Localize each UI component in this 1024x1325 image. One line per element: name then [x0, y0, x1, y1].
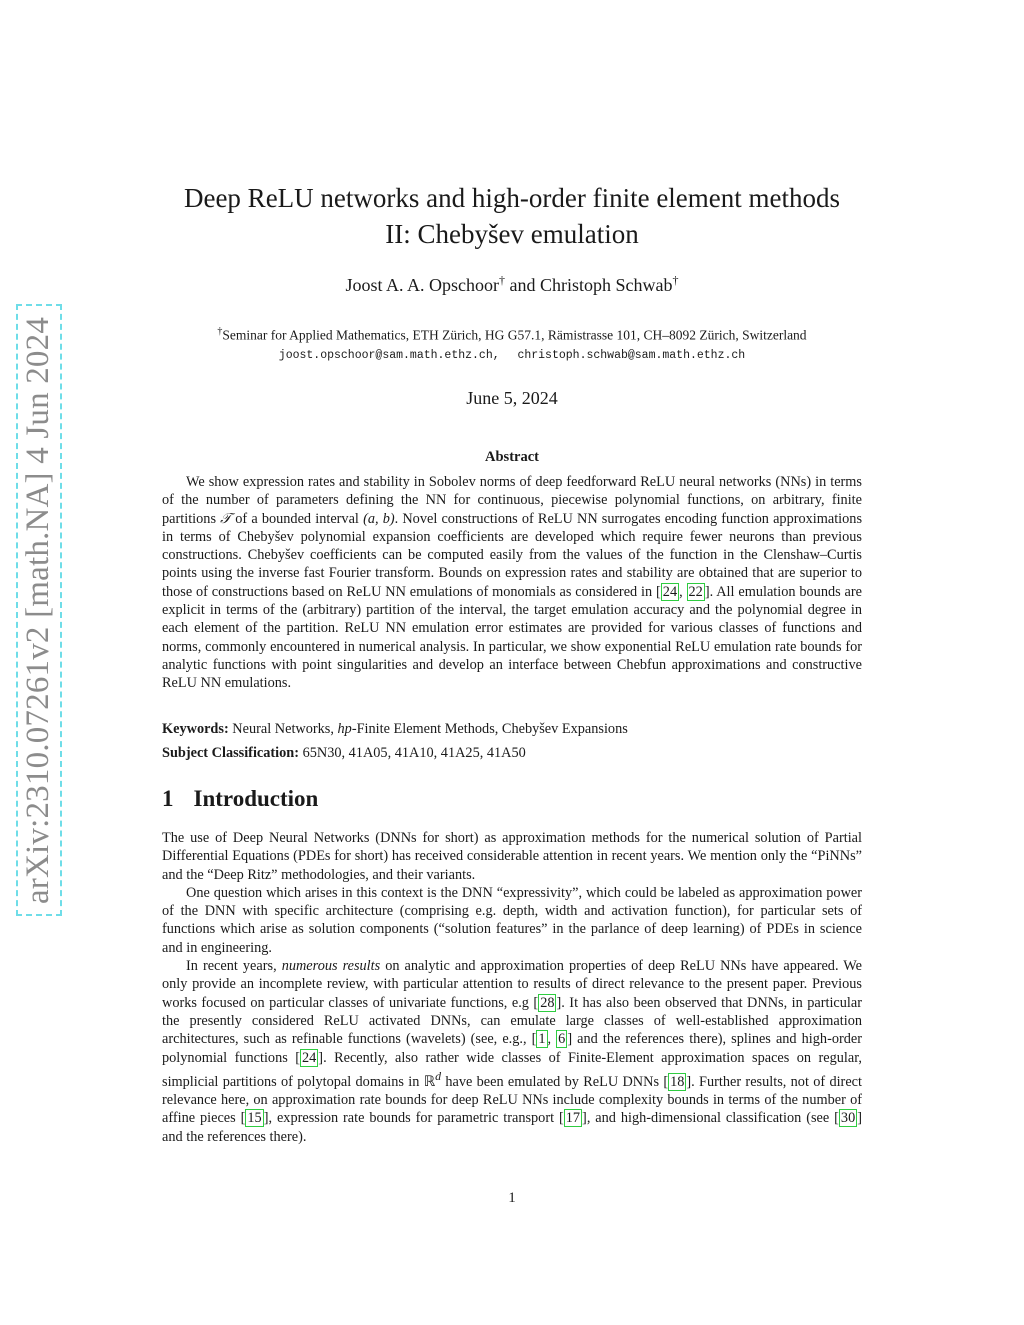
abstract-part: We show expression rates and stability in Sobolev norms of deep feedforward ReLU neural networks (NNs) in terms of the number of parameters defining the NN for continuous, piecewise polynomial functions, on arbitrary, finite partitions	[162, 474, 862, 527]
author-2-mark: †	[672, 273, 679, 287]
text-run: , and high-dimensional classification (see	[586, 1110, 835, 1127]
subject-value: 65N30, 41A05, 41A10, 41A25, 41A50	[302, 745, 526, 761]
arxiv-stamp	[16, 304, 62, 916]
arxiv-identifier: arXiv:2310.07261v2 [math.NA] 4 Jun 2024	[20, 316, 57, 904]
text-run: on analytic and approximation properties of deep ReLU NNs have appeared. We only provide an incomplete review, with particular attention to results of direct relevance to the present paper. Previous works focused on particular classes of univariate functions, e.g	[162, 958, 862, 1011]
author-1-mark: †	[499, 273, 505, 287]
author-connector: and	[505, 275, 540, 295]
section-heading	[162, 786, 318, 812]
subject-label: Subject Classification:	[162, 745, 300, 761]
citation-link[interactable]: 18	[670, 1073, 685, 1090]
text-run: In recent years,	[186, 958, 282, 975]
paper-title	[130, 180, 894, 252]
citation-link[interactable]: 30	[840, 1110, 856, 1127]
text-run: . Recently, also rather wide classes of Finite-Element approximation spaces on regular, simplicial partitions of polytopal domains in	[162, 1049, 862, 1090]
page-number: 1	[508, 1190, 516, 1206]
section-title: Introduction	[193, 786, 319, 811]
keywords-label: Keywords:	[162, 721, 229, 737]
citation-link[interactable]: 24	[302, 1049, 317, 1066]
text-run: . It has also been observed that DNNs, in particular the presently considered ReLU activated DNNs, can emulate large classes of well-established approximation architectures, such as refinable functions (wavelets) (see, e.g.,	[162, 994, 863, 1048]
section-number: 1	[162, 786, 174, 811]
paragraph: In recent years, numerous results on analytic and approximation properties of deep ReLU NNs have appeared. We only provide an incomplete review, with particular attention to results of direct relevance to the present paper. Previous works focused on particular classes of univariate functions, e.g [ 28 ]. It has also been observed that DNNs, in particular the presently considered ReLU activated DNNs, can emulate large classes of well-established approximation architectures, such as refinable functions (wavelets) (see, e.g., [ 1 , 6 ] and the references there), splines and high-order polynomial functions [ 24 ]. Recently, also rather wide classes of Finite-Element approximation spaces on regular, simplicial partitions of polytopal domains in ℝ$^d$ have been emulated by ReLU DNNs [ 18 ]. Further results, not of direct relevance here, on approximation rate bounds for deep ReLU NNs include complexity bounds in terms of the number of affine pieces [ 15 ], expression rate bounds for parametric transport [ 17 ], and high-dimensional classification (see [ 30 ] and the references there).	[162, 958, 863, 1145]
math-reals: ℝ	[423, 1073, 436, 1090]
citation-link[interactable]: 17	[565, 1110, 581, 1127]
abstract-heading: Abstract	[485, 449, 539, 465]
email-link-2[interactable]: christoph.schwab@sam.math.ethz.ch	[517, 348, 746, 362]
keywords-value: -Finite Element Methods, Chebyšev Expansions	[351, 721, 628, 737]
keywords-value: hp	[337, 721, 352, 737]
author-1: Joost A. A. Opschoor	[345, 275, 499, 295]
text-run: have been emulated by ReLU DNNs	[441, 1073, 664, 1090]
abstract-part: of a bounded interval	[231, 510, 364, 527]
citation-link[interactable]: 15	[247, 1110, 262, 1127]
text-run: , expression rate bounds for parametric transport	[268, 1110, 559, 1127]
citation-link[interactable]: 22	[688, 583, 703, 600]
text-run: . Further results, not of direct relevance here, on approximation rate bounds for deep ReLU NNs include complexity bounds in terms of the number of affine pieces	[162, 1073, 862, 1127]
author-2: Christoph Schwab	[540, 275, 673, 295]
affiliation-mark: †	[217, 326, 223, 337]
citation-link[interactable]: 28	[540, 994, 555, 1011]
keywords-value: Neural Networks,	[232, 721, 338, 737]
emphasis: numerous results	[281, 958, 381, 975]
abstract-part: . Novel constructions of ReLU NN surrogates encoding function approximations in terms of Chebyšev polynomial expansion coefficients are developed which require fewer neurons than previous constructions. Chebyšev coefficients can be computed easily from the values of the function in the Clenshaw–Curtis points using the inverse fast Fourier transform. Bounds on expression rates and stability are obtained that are superior to those of constructions based on ReLU NN emulations of monomials as considered in	[162, 510, 863, 600]
introduction-body	[162, 829, 862, 1146]
keywords-line	[162, 721, 862, 738]
affiliation	[130, 322, 894, 366]
email-link-1[interactable]: joost.opschoor@sam.math.ethz.ch,	[278, 348, 500, 362]
paper-date: June 5, 2024	[466, 388, 558, 408]
abstract-part: . All emulation bounds are explicit in terms of the (arbitrary) partition of the interval, the target emulation accuracy and the polynomial degree in each element of the partition. ReLU NN emulation error estimates are provided for various classes of functions and norms, commonly encountered in numerical analysis. In particular, we show exponential ReLU emulation rate bounds for analytic functions with point singularities and develop an interface between Chebfun approximations and constructive ReLU NN emulations.	[162, 583, 862, 692]
paragraph: One question which arises in this context is the DNN “expressivity”, which could be labeled as approximation power of the DNN with specific architecture (comprising e.g. depth, width and activation function), for particular sets of functions which arise as solution components (“solution features” in the parlance of deep learning) of PDEs in science and in engineering.	[162, 884, 862, 956]
subject-line	[162, 745, 862, 762]
text-run: and the references there).	[162, 1128, 307, 1145]
citation-link[interactable]: 1	[538, 1031, 546, 1048]
text-run: and the references there), splines and high-order polynomial functions	[162, 1031, 862, 1066]
math-interval: (a, b)	[363, 510, 395, 527]
affiliation-text: Seminar for Applied Mathematics, ETH Zürich, HG G57.1, Rämistrasse 101, CH–8092 Zürich, Switzerland	[222, 327, 807, 343]
paragraph: The use of Deep Neural Networks (DNNs for short) as approximation methods for the numerical solution of Partial Differential Equations (PDEs for short) has received considerable attention in recent years. We mention only the “PiNNs” and the “Deep Ritz” methodologies, and their variants.	[162, 830, 862, 883]
citation-link[interactable]: 24	[662, 583, 678, 600]
citation-link[interactable]: 6	[558, 1031, 566, 1048]
math-partition-symbol: 𝒯	[220, 510, 232, 527]
title-line-2: II: Chebyšev emulation	[385, 219, 639, 249]
abstract-text: We show expression rates and stability in Sobolev norms of deep feedforward ReLU neural networks (NNs) in terms of the number of parameters defining the NN for continuous, piecewise polynomial functions, on arbitrary, finite partitions 𝒯 of a bounded interval (a, b). Novel constructions of ReLU NN surrogates encoding function approximations in terms of Chebyšev polynomial expansion coefficients are developed which require fewer neurons than previous constructions. Chebyšev coefficients can be computed easily from the values of the function in the Clenshaw–Curtis points using the inverse fast Fourier transform. Bounds on expression rates and stability are obtained that are superior to those of constructions based on ReLU NN emulations of monomials as considered in [ 24 , 22 ]. All emulation bounds are explicit in terms of the (arbitrary) partition of the interval, the target emulation accuracy and the polynomial degree in each element of the partition. ReLU NN emulation error estimates are provided for various classes of functions and norms, commonly encountered in numerical analysis. In particular, we show exponential ReLU emulation rate bounds for analytic functions with point singularities and develop an interface between Chebfun approximations and constructive ReLU NN emulations.	[162, 474, 863, 692]
math-dimension: d	[435, 1068, 442, 1083]
author-list	[130, 273, 894, 296]
title-line-1: Deep ReLU networks and high-order finite element methods	[183, 183, 841, 213]
